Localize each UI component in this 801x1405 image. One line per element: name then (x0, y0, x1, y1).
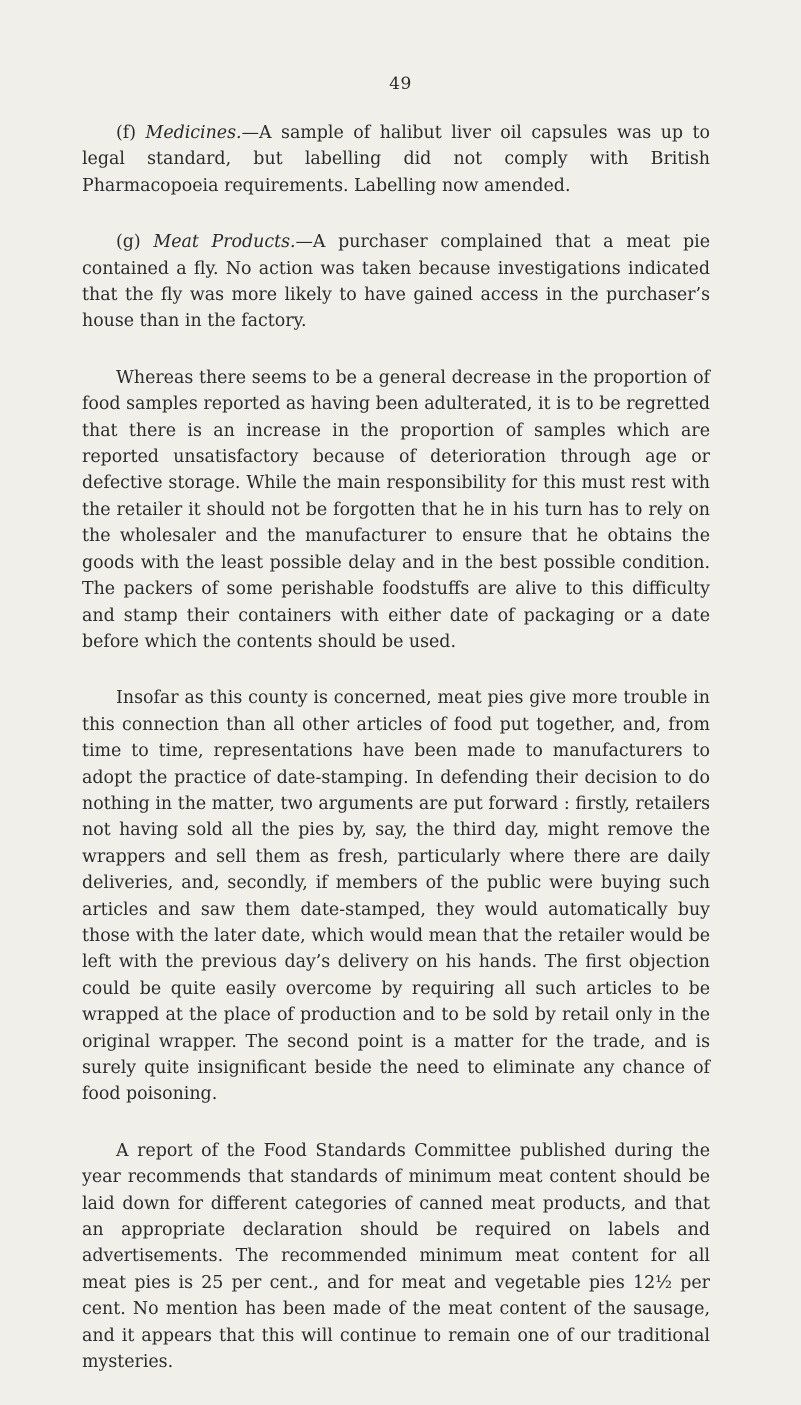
section-heading-meat-products: Meat Products. (153, 232, 296, 253)
item-marker: (f) (116, 123, 146, 143)
paragraph-text: Whereas there seems to be a general decrease in the proportion of food samples reported as having been adulterated, it is to be regretted that there is an increase in the proportion of samples which are reported unsatisfactory because of deterioration through age or defective storage. While the main responsibility for this must rest with the retailer it should not be forgotten that he in his turn has to rely on the wholesaler and the manufacturer to ensure that he obtains the goods with the least possible delay and in the best possible condition. The packers of some perishable foodstuffs are alive to this difficulty and stamp their containers with either date of packaging or a date before which the contents should be used. (82, 367, 710, 652)
body-text (82, 120, 710, 1405)
paragraph-meat-products (82, 229, 710, 335)
page-number: 49 (389, 74, 412, 94)
paragraph-text: A report of the Food Standards Committee published during the year recommends that standards of minimum meat content should be laid down for different categories of canned meat products, and that an appropriate declaration should be required on labels and advertisements. The recommended minimum meat content for all meat pies is 25 per cent., and for meat and vegetable pies 12½ per cent. No mention has been made of the meat content of the sausage, and it appears that this will continue to remain one of our traditional mysteries. (82, 1140, 710, 1373)
paragraph-food-standards (82, 1138, 710, 1376)
paragraph-deterioration (82, 365, 710, 655)
paragraph-text: —A sample of halibut liver oil capsules was up to legal standard, but labelling did not comply with British Pharmacopoeia requirements. Labelling now amended. (82, 123, 710, 196)
paragraph-date-stamping (82, 685, 710, 1108)
paragraph-text: Insofar as this county is concerned, meat pies give more trouble in this connection than all other articles of food put together, and, from time to time, representations have been made to manufacturers to adopt the practice of date-stamping. In defending their decision to do nothing in the matter, two arguments are put forward : firstly, retailers not having sold all the pies by, say, the third day, might remove the wrappers and sell them as fresh, particularly where there are daily deliveries, and, secondly, if members of the public were buying such articles and saw them date-stamped, they would automatically buy those with the later date, which would mean that the retailer would be left with the previous day’s delivery on his hands. The first objection could be quite easily overcome by requiring all such articles to be wrapped at the place of production and to be sold by retail only in the original wrapper. The second point is a matter for the trade, and is surely quite insignificant beside the need to eliminate any chance of food poisoning. (82, 688, 710, 1105)
item-marker: (g) (116, 232, 154, 253)
paragraph-medicines (82, 120, 710, 199)
section-heading-medicines: Medicines. (145, 123, 242, 143)
paragraph-text: —A purchaser complained that a meat pie contained a fly. No action was taken because investigations indicated that the fly was more likely to have gained access in the purchaser’s house than in the factory. (82, 232, 711, 332)
